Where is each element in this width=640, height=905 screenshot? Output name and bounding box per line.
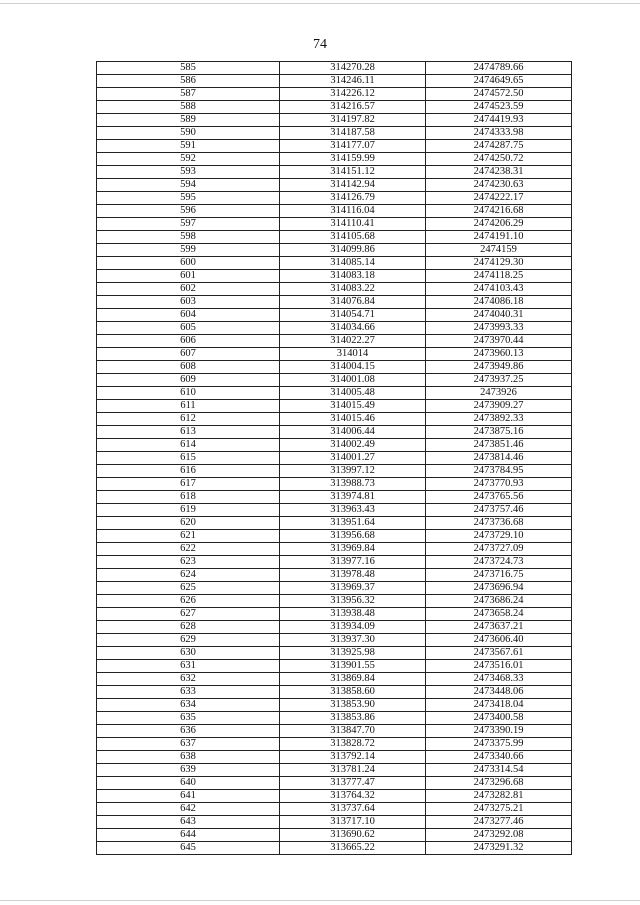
point-number-cell: 644 [97,829,280,842]
point-number-cell: 607 [97,348,280,361]
x-coordinate-cell: 314270.28 [280,62,426,75]
table-row [97,231,572,244]
table-row [97,465,572,478]
point-number-cell: 608 [97,361,280,374]
table-row [97,634,572,647]
table-row [97,439,572,452]
y-coordinate-cell: 2473275.21 [426,803,572,816]
y-coordinate-cell: 2474103.43 [426,283,572,296]
table-row [97,140,572,153]
point-number-cell: 617 [97,478,280,491]
point-number-cell: 630 [97,647,280,660]
x-coordinate-cell: 314110.41 [280,218,426,231]
table-row [97,517,572,530]
x-coordinate-cell: 313737.64 [280,803,426,816]
y-coordinate-cell: 2473851.46 [426,439,572,452]
y-coordinate-cell: 2473696.94 [426,582,572,595]
x-coordinate-cell: 313977.16 [280,556,426,569]
x-coordinate-cell: 313934.09 [280,621,426,634]
x-coordinate-cell: 313781.24 [280,764,426,777]
y-coordinate-cell: 2473606.40 [426,634,572,647]
point-number-cell: 601 [97,270,280,283]
x-coordinate-cell: 314054.71 [280,309,426,322]
table-row [97,335,572,348]
table-row [97,491,572,504]
table-row [97,673,572,686]
y-coordinate-cell: 2474250.72 [426,153,572,166]
x-coordinate-cell: 314246.11 [280,75,426,88]
point-number-cell: 626 [97,595,280,608]
x-coordinate-cell: 313978.48 [280,569,426,582]
y-coordinate-cell: 2473291.32 [426,842,572,855]
table-row [97,62,572,75]
y-coordinate-cell: 2474129.30 [426,257,572,270]
table-row [97,660,572,673]
coordinate-table [96,61,572,855]
table-row [97,556,572,569]
table-row [97,452,572,465]
point-number-cell: 618 [97,491,280,504]
x-coordinate-cell: 313956.32 [280,595,426,608]
y-coordinate-cell: 2473770.93 [426,478,572,491]
x-coordinate-cell: 314022.27 [280,335,426,348]
table-row [97,296,572,309]
point-number-cell: 634 [97,699,280,712]
table-row [97,127,572,140]
table-row [97,322,572,335]
point-number-cell: 620 [97,517,280,530]
point-number-cell: 619 [97,504,280,517]
x-coordinate-cell: 314015.46 [280,413,426,426]
point-number-cell: 627 [97,608,280,621]
x-coordinate-cell: 314216.57 [280,101,426,114]
x-coordinate-cell: 313847.70 [280,725,426,738]
table-row [97,647,572,660]
table-row [97,595,572,608]
point-number-cell: 602 [97,283,280,296]
x-coordinate-cell: 313792.14 [280,751,426,764]
point-number-cell: 595 [97,192,280,205]
x-coordinate-cell: 313869.84 [280,673,426,686]
point-number-cell: 614 [97,439,280,452]
point-number-cell: 591 [97,140,280,153]
point-number-cell: 609 [97,374,280,387]
y-coordinate-cell: 2474216.68 [426,205,572,218]
y-coordinate-cell: 2474523.59 [426,101,572,114]
table-row [97,764,572,777]
point-number-cell: 612 [97,413,280,426]
table-row [97,101,572,114]
point-number-cell: 624 [97,569,280,582]
x-coordinate-cell: 313858.60 [280,686,426,699]
table-row [97,218,572,231]
point-number-cell: 632 [97,673,280,686]
x-coordinate-cell: 314006.44 [280,426,426,439]
x-coordinate-cell: 313969.37 [280,582,426,595]
y-coordinate-cell: 2473757.46 [426,504,572,517]
x-coordinate-cell: 314142.94 [280,179,426,192]
table-row [97,751,572,764]
x-coordinate-cell: 314177.07 [280,140,426,153]
x-coordinate-cell: 313974.81 [280,491,426,504]
point-number-cell: 593 [97,166,280,179]
point-number-cell: 603 [97,296,280,309]
y-coordinate-cell: 2473340.66 [426,751,572,764]
x-coordinate-cell: 314001.08 [280,374,426,387]
y-coordinate-cell: 2473282.81 [426,790,572,803]
y-coordinate-cell: 2473937.25 [426,374,572,387]
y-coordinate-cell: 2473658.24 [426,608,572,621]
x-coordinate-cell: 313828.72 [280,738,426,751]
y-coordinate-cell: 2474572.50 [426,88,572,101]
point-number-cell: 636 [97,725,280,738]
y-coordinate-cell: 2473784.95 [426,465,572,478]
point-number-cell: 615 [97,452,280,465]
y-coordinate-cell: 2473960.13 [426,348,572,361]
point-number-cell: 645 [97,842,280,855]
table-row [97,153,572,166]
table-row [97,205,572,218]
x-coordinate-cell: 313665.22 [280,842,426,855]
y-coordinate-cell: 2473729.10 [426,530,572,543]
y-coordinate-cell: 2473296.68 [426,777,572,790]
y-coordinate-cell: 2474287.75 [426,140,572,153]
point-number-cell: 642 [97,803,280,816]
x-coordinate-cell: 314005.48 [280,387,426,400]
x-coordinate-cell: 313963.43 [280,504,426,517]
y-coordinate-cell: 2473516.01 [426,660,572,673]
y-coordinate-cell: 2473892.33 [426,413,572,426]
point-number-cell: 631 [97,660,280,673]
x-coordinate-cell: 314187.58 [280,127,426,140]
y-coordinate-cell: 2474238.31 [426,166,572,179]
point-number-cell: 594 [97,179,280,192]
table-row [97,192,572,205]
x-coordinate-cell: 313951.64 [280,517,426,530]
y-coordinate-cell: 2474191.10 [426,231,572,244]
y-coordinate-cell: 2474649.65 [426,75,572,88]
point-number-cell: 628 [97,621,280,634]
point-number-cell: 588 [97,101,280,114]
y-coordinate-cell: 2473567.61 [426,647,572,660]
point-number-cell: 641 [97,790,280,803]
table-row [97,114,572,127]
table-row [97,582,572,595]
y-coordinate-cell: 2473637.21 [426,621,572,634]
point-number-cell: 611 [97,400,280,413]
y-coordinate-cell: 2474222.17 [426,192,572,205]
page-number: 74 [313,37,327,52]
point-number-cell: 616 [97,465,280,478]
table-row [97,270,572,283]
point-number-cell: 613 [97,426,280,439]
point-number-cell: 623 [97,556,280,569]
table-row [97,777,572,790]
table-row [97,738,572,751]
x-coordinate-cell: 313925.98 [280,647,426,660]
point-number-cell: 625 [97,582,280,595]
x-coordinate-cell: 314116.04 [280,205,426,218]
y-coordinate-cell: 2473926 [426,387,572,400]
point-number-cell: 605 [97,322,280,335]
y-coordinate-cell: 2473400.58 [426,712,572,725]
x-coordinate-cell: 314034.66 [280,322,426,335]
table-row [97,374,572,387]
table-row [97,504,572,517]
point-number-cell: 596 [97,205,280,218]
table-row [97,75,572,88]
y-coordinate-cell: 2474419.93 [426,114,572,127]
y-coordinate-cell: 2473724.73 [426,556,572,569]
point-number-cell: 590 [97,127,280,140]
point-number-cell: 592 [97,153,280,166]
y-coordinate-cell: 2474230.63 [426,179,572,192]
y-coordinate-cell: 2473814.46 [426,452,572,465]
x-coordinate-cell: 314105.68 [280,231,426,244]
x-coordinate-cell: 314083.22 [280,283,426,296]
y-coordinate-cell: 2473375.99 [426,738,572,751]
table-row [97,816,572,829]
y-coordinate-cell: 2473993.33 [426,322,572,335]
y-coordinate-cell: 2474118.25 [426,270,572,283]
point-number-cell: 622 [97,543,280,556]
y-coordinate-cell: 2474789.66 [426,62,572,75]
table-row [97,400,572,413]
table-row [97,699,572,712]
x-coordinate-cell: 314159.99 [280,153,426,166]
point-number-cell: 598 [97,231,280,244]
x-coordinate-cell: 313997.12 [280,465,426,478]
x-coordinate-cell: 314015.49 [280,400,426,413]
table-row [97,348,572,361]
point-number-cell: 638 [97,751,280,764]
x-coordinate-cell: 314001.27 [280,452,426,465]
table-row [97,543,572,556]
point-number-cell: 606 [97,335,280,348]
table-row [97,413,572,426]
table-row [97,478,572,491]
x-coordinate-cell: 314004.15 [280,361,426,374]
point-number-cell: 597 [97,218,280,231]
table-row [97,387,572,400]
table-row [97,283,572,296]
y-coordinate-cell: 2474040.31 [426,309,572,322]
y-coordinate-cell: 2474333.98 [426,127,572,140]
x-coordinate-cell: 314099.86 [280,244,426,257]
table-row [97,309,572,322]
table-row [97,426,572,439]
table-row [97,829,572,842]
y-coordinate-cell: 2473736.68 [426,517,572,530]
x-coordinate-cell: 314151.12 [280,166,426,179]
x-coordinate-cell: 313956.68 [280,530,426,543]
point-number-cell: 586 [97,75,280,88]
x-coordinate-cell: 313690.62 [280,829,426,842]
y-coordinate-cell: 2474206.29 [426,218,572,231]
table-row [97,686,572,699]
y-coordinate-cell: 2473468.33 [426,673,572,686]
point-number-cell: 640 [97,777,280,790]
table-row [97,725,572,738]
x-coordinate-cell: 314002.49 [280,439,426,452]
point-number-cell: 629 [97,634,280,647]
table-row [97,88,572,101]
y-coordinate-cell: 2473727.09 [426,543,572,556]
x-coordinate-cell: 313988.73 [280,478,426,491]
y-coordinate-cell: 2473418.04 [426,699,572,712]
point-number-cell: 589 [97,114,280,127]
y-coordinate-cell: 2473292.08 [426,829,572,842]
table-row [97,257,572,270]
y-coordinate-cell: 2473686.24 [426,595,572,608]
y-coordinate-cell: 2473716.75 [426,569,572,582]
x-coordinate-cell: 313777.47 [280,777,426,790]
table-row [97,621,572,634]
y-coordinate-cell: 2473314.54 [426,764,572,777]
coordinate-table-body [97,62,572,855]
y-coordinate-cell: 2473875.16 [426,426,572,439]
point-number-cell: 643 [97,816,280,829]
y-coordinate-cell: 2473390.19 [426,725,572,738]
point-number-cell: 621 [97,530,280,543]
y-coordinate-cell: 2473765.56 [426,491,572,504]
x-coordinate-cell: 313901.55 [280,660,426,673]
y-coordinate-cell: 2474159 [426,244,572,257]
point-number-cell: 610 [97,387,280,400]
y-coordinate-cell: 2473909.27 [426,400,572,413]
x-coordinate-cell: 313853.86 [280,712,426,725]
point-number-cell: 637 [97,738,280,751]
point-number-cell: 585 [97,62,280,75]
x-coordinate-cell: 313853.90 [280,699,426,712]
point-number-cell: 600 [97,257,280,270]
x-coordinate-cell: 313938.48 [280,608,426,621]
y-coordinate-cell: 2473970.44 [426,335,572,348]
point-number-cell: 635 [97,712,280,725]
table-row [97,712,572,725]
point-number-cell: 604 [97,309,280,322]
x-coordinate-cell: 313969.84 [280,543,426,556]
x-coordinate-cell: 313937.30 [280,634,426,647]
y-coordinate-cell: 2473949.86 [426,361,572,374]
table-row [97,530,572,543]
x-coordinate-cell: 313717.10 [280,816,426,829]
x-coordinate-cell: 314226.12 [280,88,426,101]
point-number-cell: 599 [97,244,280,257]
table-row [97,803,572,816]
coordinate-table-container [96,61,572,855]
table-row [97,179,572,192]
x-coordinate-cell: 314197.82 [280,114,426,127]
table-row [97,608,572,621]
x-coordinate-cell: 314085.14 [280,257,426,270]
x-coordinate-cell: 314083.18 [280,270,426,283]
y-coordinate-cell: 2473277.46 [426,816,572,829]
table-row [97,244,572,257]
point-number-cell: 633 [97,686,280,699]
x-coordinate-cell: 314014 [280,348,426,361]
x-coordinate-cell: 314076.84 [280,296,426,309]
x-coordinate-cell: 313764.32 [280,790,426,803]
point-number-cell: 587 [97,88,280,101]
table-row [97,569,572,582]
table-row [97,842,572,855]
y-coordinate-cell: 2474086.18 [426,296,572,309]
y-coordinate-cell: 2473448.06 [426,686,572,699]
table-row [97,166,572,179]
scan-edge-line-bottom [0,900,640,901]
point-number-cell: 639 [97,764,280,777]
scan-edge-line-top [0,3,640,4]
table-row [97,790,572,803]
x-coordinate-cell: 314126.79 [280,192,426,205]
table-row [97,361,572,374]
